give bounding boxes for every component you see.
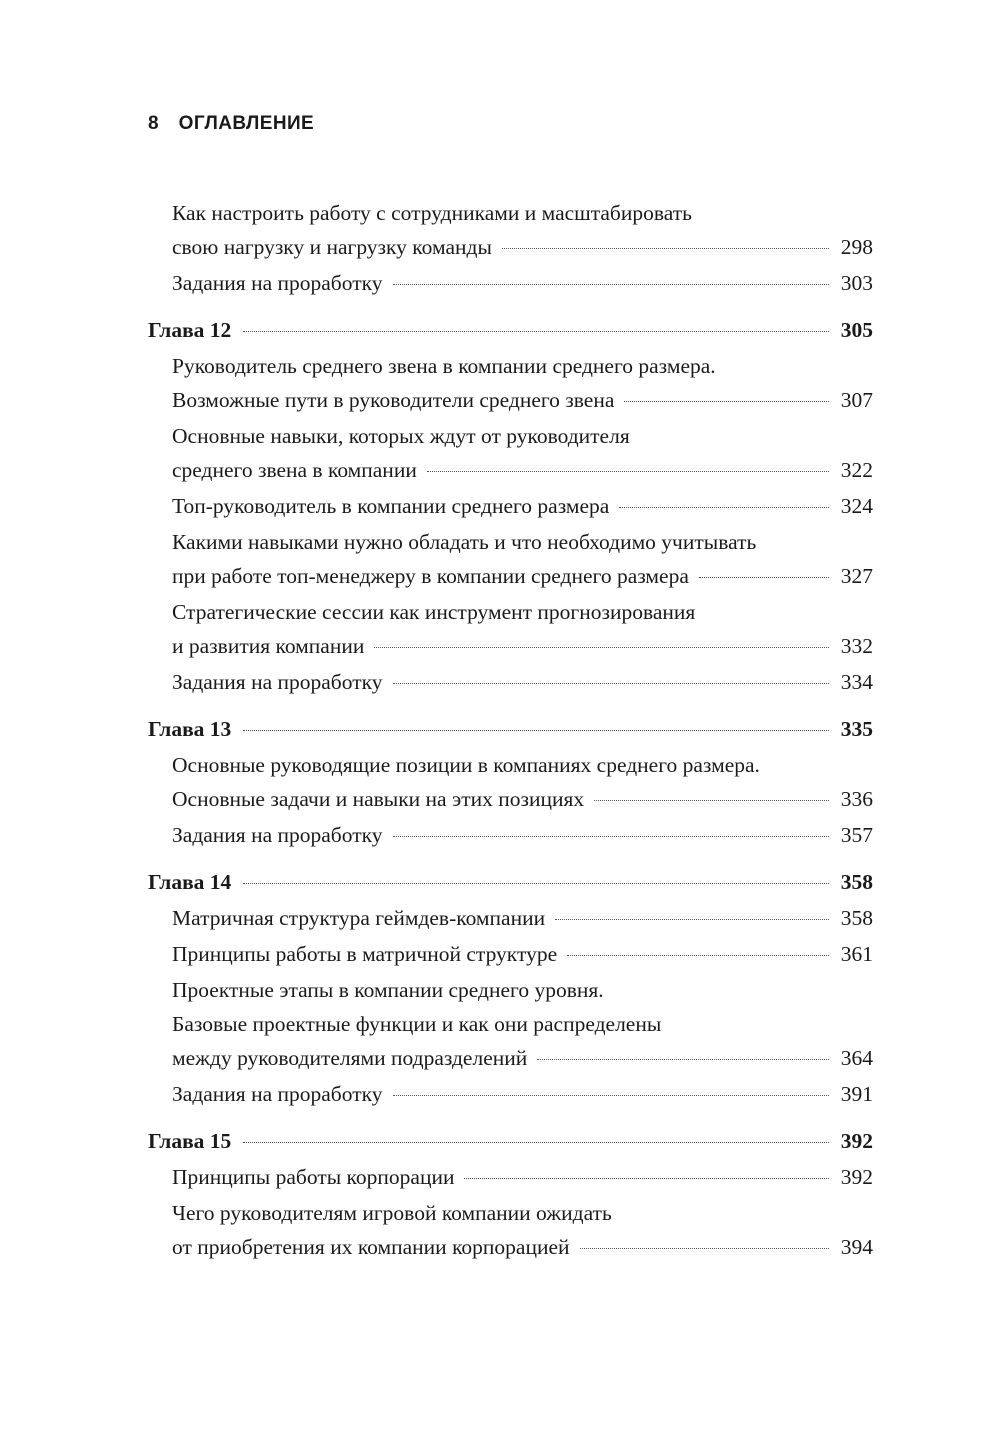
toc-entry [148,748,873,816]
toc-entry [148,525,873,593]
dot-leader [393,836,830,837]
dot-leader [464,1178,829,1179]
toc-entry-row [172,1041,873,1075]
toc-page-number: 324 [840,494,873,518]
toc-entry [148,266,873,300]
toc-entry-row [172,1077,873,1111]
toc-entry [148,349,873,417]
toc-entry-title: Матричная структура геймдев-компании [172,906,546,930]
toc-entry-row [172,266,873,300]
toc-entry-row [172,782,873,816]
dot-leader [374,647,829,648]
dot-leader [555,919,829,920]
toc-entry-row [148,1124,873,1158]
toc-entry-title: Задания на проработку [172,823,383,847]
chapter-title: Глава 13 [148,717,232,741]
toc-chapter [148,712,873,746]
toc-chapter [148,865,873,899]
toc-entry-title-line: Базовые проектные функции и как они распределены [172,1012,662,1036]
toc-page-number: 358 [840,870,873,894]
toc-entry-title: между руководителями подразделений [172,1046,528,1070]
toc-entry-row [172,489,873,523]
toc-entry-title: Топ-руководитель в компании среднего размера [172,494,610,518]
toc-page-number: 361 [840,942,873,966]
toc-entry-title-line: Чего руководителям игровой компании ожидать [172,1201,612,1225]
toc-page-number: 392 [840,1165,873,1189]
toc-entry-row [172,453,873,487]
toc-entry-title: Принципы работы корпорации [172,1165,455,1189]
toc-entry-title-line: Руководитель среднего звена в компании среднего размера. [172,354,716,378]
toc-entry [148,419,873,487]
toc-entry [148,937,873,971]
table-of-contents [148,196,873,1266]
toc-entry-title-line: Проектные этапы в компании среднего уровня. [172,978,604,1002]
toc-page-number: 303 [840,271,873,295]
toc-entry [148,901,873,935]
section-title: ОГЛАВЛЕНИЕ [178,113,315,134]
dot-leader [580,1248,829,1249]
toc-entry-title: и развития компании [172,634,365,658]
toc-page-number: 392 [840,1129,873,1153]
toc-entry-title: среднего звена в компании [172,458,417,482]
toc-chapter [148,1124,873,1158]
toc-entry-title: Задания на проработку [172,1082,383,1106]
dot-leader [567,955,829,956]
toc-page-number: 307 [840,388,873,412]
toc-entry-row [172,1230,873,1264]
toc-entry-title: Задания на проработку [172,670,383,694]
dot-leader [427,471,829,472]
toc-page-number: 298 [840,235,873,259]
dot-leader [502,248,829,249]
toc-page-number: 322 [840,458,873,482]
dot-leader [243,1142,829,1143]
dot-leader [393,683,830,684]
toc-entry [148,1160,873,1194]
toc-entry [148,489,873,523]
toc-page-number: 336 [840,787,873,811]
dot-leader [243,883,829,884]
toc-entry-row [172,818,873,852]
toc-entry-row [172,383,873,417]
chapter-title: Глава 15 [148,1129,232,1153]
toc-entry-row [172,665,873,699]
toc-entry-row [172,230,873,264]
toc-page-number: 332 [840,634,873,658]
toc-page-number: 327 [840,564,873,588]
toc-entry-title: при работе топ-менеджеру в компании среднего размера [172,564,689,588]
running-head [148,113,314,135]
toc-entry [148,1196,873,1264]
toc-entry-row [172,901,873,935]
chapter-title: Глава 14 [148,870,232,894]
dot-leader [393,284,830,285]
toc-entry [148,818,873,852]
toc-page-number: 357 [840,823,873,847]
toc-entry-row [172,1160,873,1194]
chapter-title: Глава 12 [148,318,232,342]
toc-entry-title: свою нагрузку и нагрузку команды [172,235,492,259]
toc-page-number: 305 [840,318,873,342]
toc-page-number: 364 [840,1046,873,1070]
toc-entry-title: от приобретения их компании корпорацией [172,1235,570,1259]
toc-entry-row [148,313,873,347]
dot-leader [699,577,829,578]
toc-entry-title: Задания на проработку [172,271,383,295]
toc-entry [148,973,873,1075]
toc-entry-row [148,712,873,746]
dot-leader [243,730,829,731]
toc-entry-title-line: Основные навыки, которых ждут от руководителя [172,424,630,448]
toc-entry-title-line: Какими навыками нужно обладать и что необходимо учитывать [172,530,757,554]
toc-entry-title-line: Как настроить работу с сотрудниками и масштабировать [172,201,692,225]
toc-entry-row [172,559,873,593]
toc-page-number: 334 [840,670,873,694]
toc-entry [148,595,873,663]
toc-entry [148,1077,873,1111]
toc-page-number: 391 [840,1082,873,1106]
toc-entry-title-line: Стратегические сессии как инструмент прогнозирования [172,600,696,624]
toc-page-number: 358 [840,906,873,930]
dot-leader [594,800,829,801]
toc-entry-title-line: Основные руководящие позиции в компаниях среднего размера. [172,753,760,777]
toc-entry [148,196,873,264]
toc-entry-row [172,629,873,663]
toc-entry-title: Возможные пути в руководители среднего звена [172,388,615,412]
toc-entry-title: Принципы работы в матричной структуре [172,942,558,966]
toc-page-number: 394 [840,1235,873,1259]
toc-entry-row [148,865,873,899]
dot-leader [243,331,829,332]
page-number: 8 [148,113,159,134]
dot-leader [624,401,829,402]
dot-leader [619,507,829,508]
dot-leader [393,1095,830,1096]
toc-chapter [148,313,873,347]
dot-leader [537,1059,829,1060]
toc-entry-title: Основные задачи и навыки на этих позициях [172,787,585,811]
toc-entry [148,665,873,699]
toc-page-number: 335 [840,717,873,741]
toc-entry-row [172,937,873,971]
